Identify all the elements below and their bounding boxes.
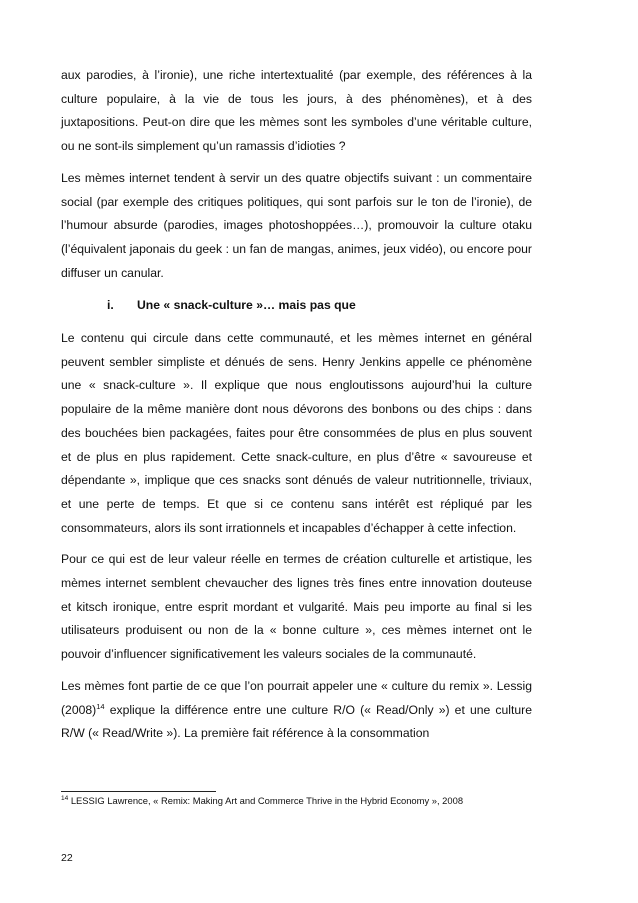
footnote — [61, 794, 541, 808]
section-title: Une « snack-culture »… mais pas que — [137, 298, 356, 313]
paragraph-remix-start: Les mèmes font partie de ce que l’on pourrait appeler une « culture du remix ». Lessig (2008) — [61, 678, 532, 717]
paragraph-remix — [61, 675, 532, 746]
footnote-reference: 14 — [96, 701, 105, 711]
footnote-number: 14 — [61, 795, 69, 802]
paragraph-ironie: aux parodies, à l’ironie), une riche intertextualité (par exemple, des références à la culture populaire, à la vie de tous les jours, à des phénomènes), et à des juxtapositions. Peut-on dire que les mèmes sont les symboles d’une véritable culture, ou ne sont-ils simplement qu’un ramassis d’idioties ? — [61, 68, 532, 154]
paragraph-remix-end: explique la différence entre une culture R/O (« Read/Only ») et une culture R/W (« Read/Write »). La première fait référence à la consommation — [61, 702, 532, 741]
footnote-separator — [61, 791, 216, 792]
footnote-text: LESSIG Lawrence, « Remix: Making Art and Commerce Thrive in the Hybrid Economy », 2008 — [68, 795, 464, 806]
section-heading — [61, 294, 532, 318]
paragraph-snack-culture: Le contenu qui circule dans cette communauté, et les mèmes internet en général peuvent sembler simpliste et dénués de sens. Henry Jenkins appelle ce phénomène une « snack-culture ». Il explique que nous engloutissons aujourd’hui la culture populaire de la même manière dont nous dévorons des bonbons ou des chips : dans des bouchées bien packagées, faites pour être consommées de plus en plus souvent et de plus en plus rapidement. Cette snack-culture, en plus d’être « savoureuse et dépendante », implique que ces snacks sont dénués de valeur nutritionnelle, triviaux, et une perte de temps. Et que si ce contenu sans intérêt est répliqué par les consommateurs, alors ils sont irrationnels et incapables d’échapper à cette infection. — [61, 331, 532, 535]
section-number: i. — [107, 298, 114, 313]
paragraph-objectifs: Les mèmes internet tendent à servir un des quatre objectifs suivant : un commentaire social (par exemple des critiques politiques, qui sont parfois sur le ton de l’ironie), de l’humour absurde (parodies, images photoshoppées…), promouvoir la culture otaku (l’équivalent japonais du geek : un fan de mangas, animes, jeux vidéo), ou encore pour diffuser un canular. — [61, 170, 532, 280]
paragraph-valeur-reelle: Pour ce qui est de leur valeur réelle en termes de création culturelle et artistique, les mèmes internet semblent chevaucher des lignes très fines entre innovation douteuse et kitsch ironique, entre esprit mordant et vulgarité. Mais peu importe au final si les utilisateurs produisent ou non de la « bonne culture », ces mèmes internet ont le pouvoir d’influencer significativement les valeurs sociales de la communauté. — [61, 552, 532, 662]
body-text — [61, 64, 532, 754]
page-number: 22 — [61, 852, 73, 864]
